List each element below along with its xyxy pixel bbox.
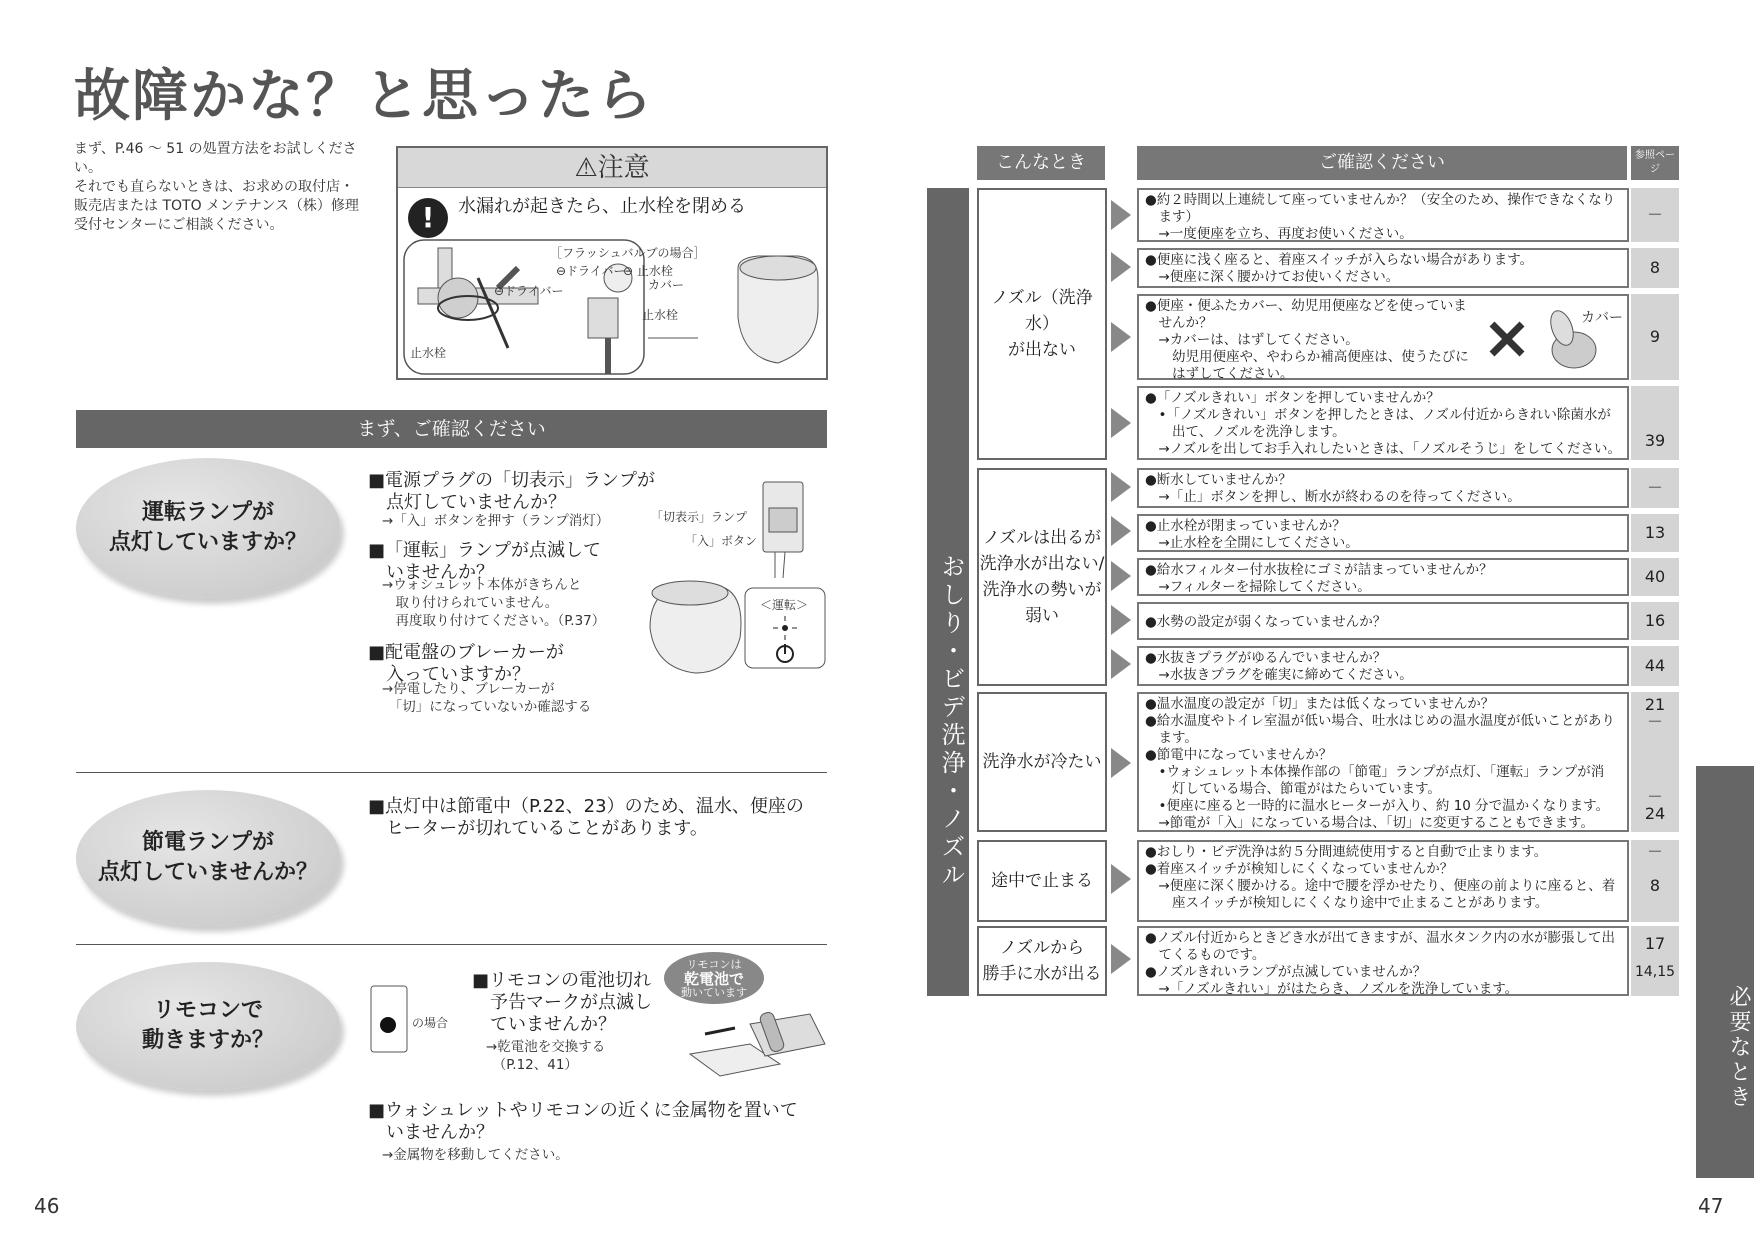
remote-case-label: の場合 (412, 1016, 449, 1030)
question-bubble-power-save: 節電ランプが 点灯していませんか？ (76, 790, 340, 926)
ref-page: 39 (1631, 386, 1679, 460)
ref-page: 8 (1631, 248, 1679, 288)
stopcock-cover-label: ⊖ 止水栓 (623, 264, 673, 278)
ref-page: － 8 (1631, 840, 1679, 922)
check-row: ●ノズル付近からときどき水が出てきますが、温水タンク内の水が膨張して出 てくるものです。 ●ノズルきれいランプが点滅していませんか？ →「ノズルきれい」がはたらき、ノズルを洗浄しています。 (1137, 926, 1629, 996)
ref-page: 40 (1631, 558, 1679, 596)
ref-page: － (1631, 468, 1679, 508)
check-row: ●水勢の設定が弱くなっていませんか？ (1137, 602, 1629, 640)
side-tab: 必要なとき (1696, 766, 1754, 1178)
q1-item2-notes: →ウォシュレット本体がきちんと 取り付けられていません。 再度取り付けてください。（P.37） (382, 577, 606, 629)
header-ref: 参照ページ (1631, 146, 1679, 180)
ref-page: 16 (1631, 602, 1679, 640)
check-row: ●給水フィルター付水抜栓にゴミが詰まっていませんか？ →フィルターを掃除してください。 (1137, 558, 1629, 596)
check-row: ●約２時間以上連続して座っていませんか？（安全のため、操作できなくなり ます） →一度便座を立ち、再度お使いください。 (1137, 188, 1629, 242)
condition-stops-midway: 途中で止まる (977, 840, 1107, 922)
ref-page: 9 (1631, 294, 1679, 380)
check-row: ●おしり・ビデ洗浄は約５分間連続使用すると自動で止まります。 ●着座スイッチが検知しにくくなっていませんか？ →便座に深く腰かける。途中で腰を浮かせたり、便座の前よりに座ると、着 座スイッチが検知しにくくなり途中で止まることがあります。 (1137, 840, 1629, 922)
q1-item3-title: ■配電盤のブレーカーが 入っていますか？ (368, 642, 564, 685)
check-row: ●温水温度の設定が「切」または低くなっていませんか？ ●給水温度やトイレ室温が低い場合、吐水はじめの温水温度が低いことがあり ます。 ●節電中になっていませんか？ •ウォシュレット本体操作部の「節電」ランプが点灯、「運転」ランプが消 灯している場合、節電がはたらいています。 •便座に座ると一時的に温水ヒーターが入り、約 10 分で温かくなります。 →節電が「入」になっている場合は、「切」に変更することもできます。 (1137, 692, 1629, 832)
arrow-icon (1111, 748, 1131, 778)
q1-item2-title: ■「運転」ランプが点滅して いませんか？ (368, 540, 602, 583)
remote-icon (370, 985, 410, 1055)
operation-label: ＜運転＞ (760, 598, 809, 612)
arrow-icon (1111, 649, 1131, 679)
q3-item2-note: →金属物を移動してください。 (382, 1147, 569, 1163)
ref-page: 44 (1631, 646, 1679, 686)
ref-page: 13 (1631, 514, 1679, 552)
check-row: ●「ノズルきれい」ボタンを押していませんか？ •「ノズルきれい」ボタンを押したときは、ノズル付近からきれい除菌水が 出て、ノズルを洗浄します。 →ノズルを出してお手入れしたいときは、「ノズルそうじ」をしてください。 (1137, 386, 1629, 460)
q1-item1-title: ■電源プラグの「切表示」ランプが 点灯していませんか？ (368, 470, 656, 513)
battery-badge: リモコンは 乾電池で 動いています (664, 952, 764, 1004)
divider (76, 772, 827, 773)
arrow-icon (1111, 516, 1131, 546)
q3-item2-title: ■ウォシュレットやリモコンの近くに金属物を置いて いませんか？ (368, 1100, 798, 1143)
battery-replacement-illustration (680, 1004, 830, 1094)
off-lamp-label: 「切表示」ランプ (651, 510, 748, 524)
check-row: ●便座・便ふたカバー、幼児用便座などを使っていま せんか？ →カバーは、はずしてください。 幼児用便座や、やわらか補高便座は、使うたびに はずしてください。 カバー (1137, 294, 1629, 380)
condition-cold-water: 洗浄水が冷たい (977, 692, 1107, 832)
q1-item1-note: →「入」ボタンを押す（ランプ消灯） (382, 513, 610, 529)
ref-page: 17 14,15 (1631, 926, 1679, 996)
arrow-icon (1111, 322, 1131, 352)
arrow-icon (1111, 200, 1131, 230)
page-number-left: 46 (34, 1194, 60, 1218)
cover-label-right: カバー (1581, 310, 1623, 326)
arrow-icon (1111, 408, 1131, 438)
cover-label: カバー (648, 278, 685, 292)
question-bubble-remote: リモコンで 動きますか？ (76, 962, 340, 1090)
arrow-icon (1111, 944, 1131, 974)
caution-box (396, 146, 828, 380)
question-bubble-operation-lamp: 運転ランプが 点灯していますか？ (76, 458, 340, 598)
arrow-icon (1111, 561, 1131, 591)
ref-page: － (1631, 188, 1679, 242)
category-bar: おしり・ビデ洗浄・ノズル (927, 188, 969, 996)
ref-page: 21 － － 24 (1631, 692, 1679, 832)
q3-item1-title: ■リモコンの電池切れ 予告マークが点滅し ていませんか？ (472, 970, 652, 1035)
check-row: ●止水栓が閉まっていませんか？ →止水栓を全開にしてください。 (1137, 514, 1629, 552)
stopcock-label: 止水栓 (642, 308, 679, 322)
arrow-icon (1111, 605, 1131, 635)
q3-item1-notes: →乾電池を交換する （P.12、41） (486, 1039, 606, 1073)
caution-text: 水漏れが起きたら、止水栓を閉める (458, 196, 746, 217)
divider-2 (76, 944, 827, 945)
driver-label: ⊖ドライバー (556, 264, 626, 278)
page-title: 故障かな？と思ったら (74, 64, 654, 129)
condition-nozzle-no-water: ノズル（洗浄水） が出ない (977, 188, 1107, 460)
flush-valve-label: ［フラッシュバルブの場合］ (550, 246, 706, 260)
condition-water-leaking: ノズルから 勝手に水が出る (977, 926, 1107, 996)
section-heading: まず、ご確認ください (76, 410, 827, 448)
q2-title: ■点灯中は節電中（P.22、23）のため、温水、便座の ヒーターが切れていることがあります。 (368, 796, 804, 839)
stopcock-label-2: 止水栓 (410, 346, 447, 360)
arrow-icon (1111, 472, 1131, 502)
check-row: ●便座に浅く座ると、着座スイッチが入らない場合があります。 →便座に深く腰かけてお使いください。 (1137, 248, 1629, 288)
header-when: こんなとき (977, 146, 1105, 180)
on-button-label: 「入」ボタン (685, 534, 758, 548)
q1-item3-notes: →停電したり、ブレーカーが 「切」になっていないか確認する (382, 681, 592, 715)
arrow-icon (1111, 864, 1131, 894)
check-row: ●水抜きプラグがゆるんでいませんか？ →水抜きプラグを確実に締めてください。 (1137, 646, 1629, 686)
intro-text: まず、P.46 ～ 51 の処置方法をお試しくださ い。 それでも直らないときは、お求めの取付店・ 販売店または TOTO メンテナンス（株）修理 受付センターにご相談ください。 (74, 141, 359, 233)
condition-weak-water: ノズルは出るが 洗浄水が出ない/ 洗浄水の勢いが 弱い (977, 468, 1107, 686)
check-row: ●断水していませんか？ →「止」ボタンを押し、断水が終わるのを待ってください。 (1137, 468, 1629, 508)
header-check: ご確認ください (1137, 146, 1627, 180)
caution-heading: ⚠注意 (398, 148, 826, 188)
stopcock-illustration (398, 238, 828, 378)
exclamation-icon: ! (408, 198, 448, 238)
driver-label-2: ⊖ドライバー (494, 284, 564, 298)
arrow-icon (1111, 252, 1131, 282)
page-number-right: 47 (1698, 1194, 1724, 1218)
